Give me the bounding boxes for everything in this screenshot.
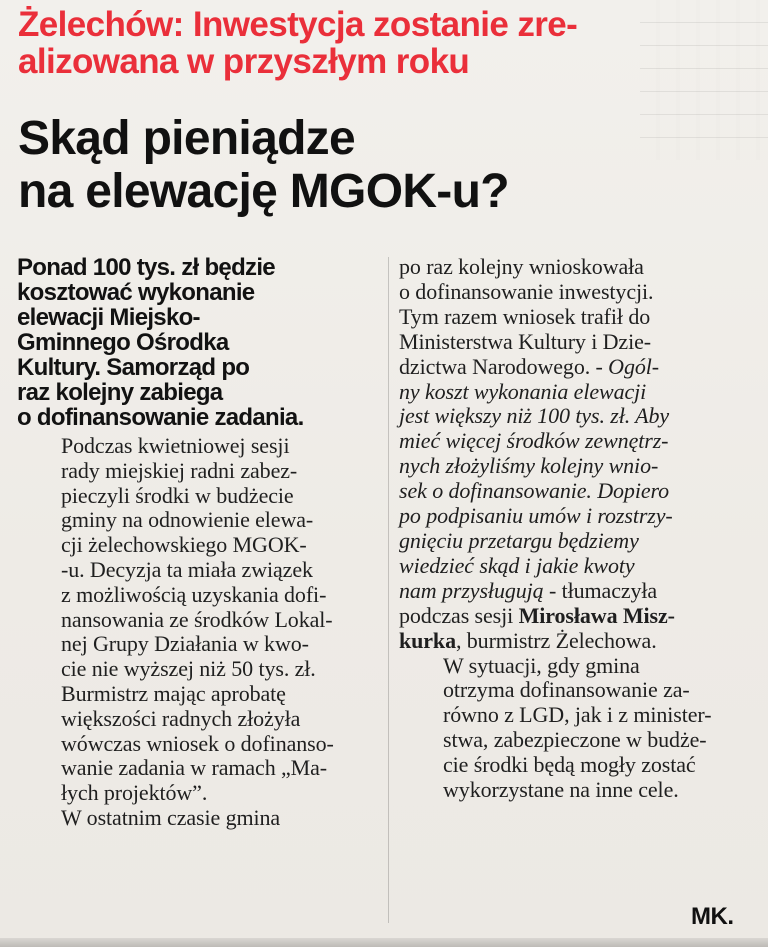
right-column [399,255,748,803]
mayor-name: Mirosława Misz- kurka [399,602,675,653]
author-signature: MK. [691,903,734,930]
right-paragraph-1-after-quote: - tłumaczyła podczas sesji [399,577,658,628]
article-headline: Skąd pieniądze na elewację MGOK-u? [18,112,509,218]
left-paragraph-1: Podczas kwietniowej sesji rady miejskiej radni zabez- pieczyli środki w budżecie gminy na odnowienie elewa- cji żelechowskiego MGOK- -u. Decyzja ta miała związek z możliwością uzyskania dofi- nansowania ze środków Lokal- nej Grupy Działania w kwo- cie nie wyższej niż 50 tys. zł. Burmistrz mając aprobatę większości radnych złożyła wówczas wniosek o dofinanso- wanie zadania w ramach „Ma- łych projektów”. [61,433,334,806]
column-divider [388,257,389,923]
left-column [17,255,365,831]
article-lead: Ponad 100 tys. zł będzie kosztować wykonanie elewacji Miejsko- Gminnego Ośrodka Kultury. Samorząd po raz kolejny zabiega o dofinansowanie zadania. [17,254,304,431]
quote-text: Ogól- ny koszt wykonania elewacji jest większy niż 100 tys. zł. Aby mieć więcej środków zewnętrz- nych złożyliśmy kolejny wnio- sek o dofinansowanie. Dopiero po podpisaniu umów i rozstrzy- gnięciu przetargu będziemy wiedzieć skąd i jakie kwoty nam przysługują [399,353,673,603]
left-paragraph-2: W ostatnim czasie gmina [61,804,281,830]
right-paragraph-1 [399,255,748,654]
right-paragraph-1-tail: , burmistrz Żelechowa. [455,627,657,653]
right-paragraph-1-plain: po raz kolejny wnioskowała o dofinansowanie inwestycji. Tym razem wniosek trafił do Ministerstwa Kultury i Dzie- dzictwa Narodowego. - [399,254,654,379]
right-paragraph-2: W sytuacji, gdy gmina otrzyma dofinansowanie za- równo z LGD, jak i z minister- stwa, zabezpieczone w budże- cie środki będą mogły zostać wykorzystane na inne cele. [443,652,712,803]
bottom-edge-rule [0,938,768,947]
article-kicker: Żelechów: Inwestycja zostanie zre- alizowana w przyszłym roku [18,5,578,81]
